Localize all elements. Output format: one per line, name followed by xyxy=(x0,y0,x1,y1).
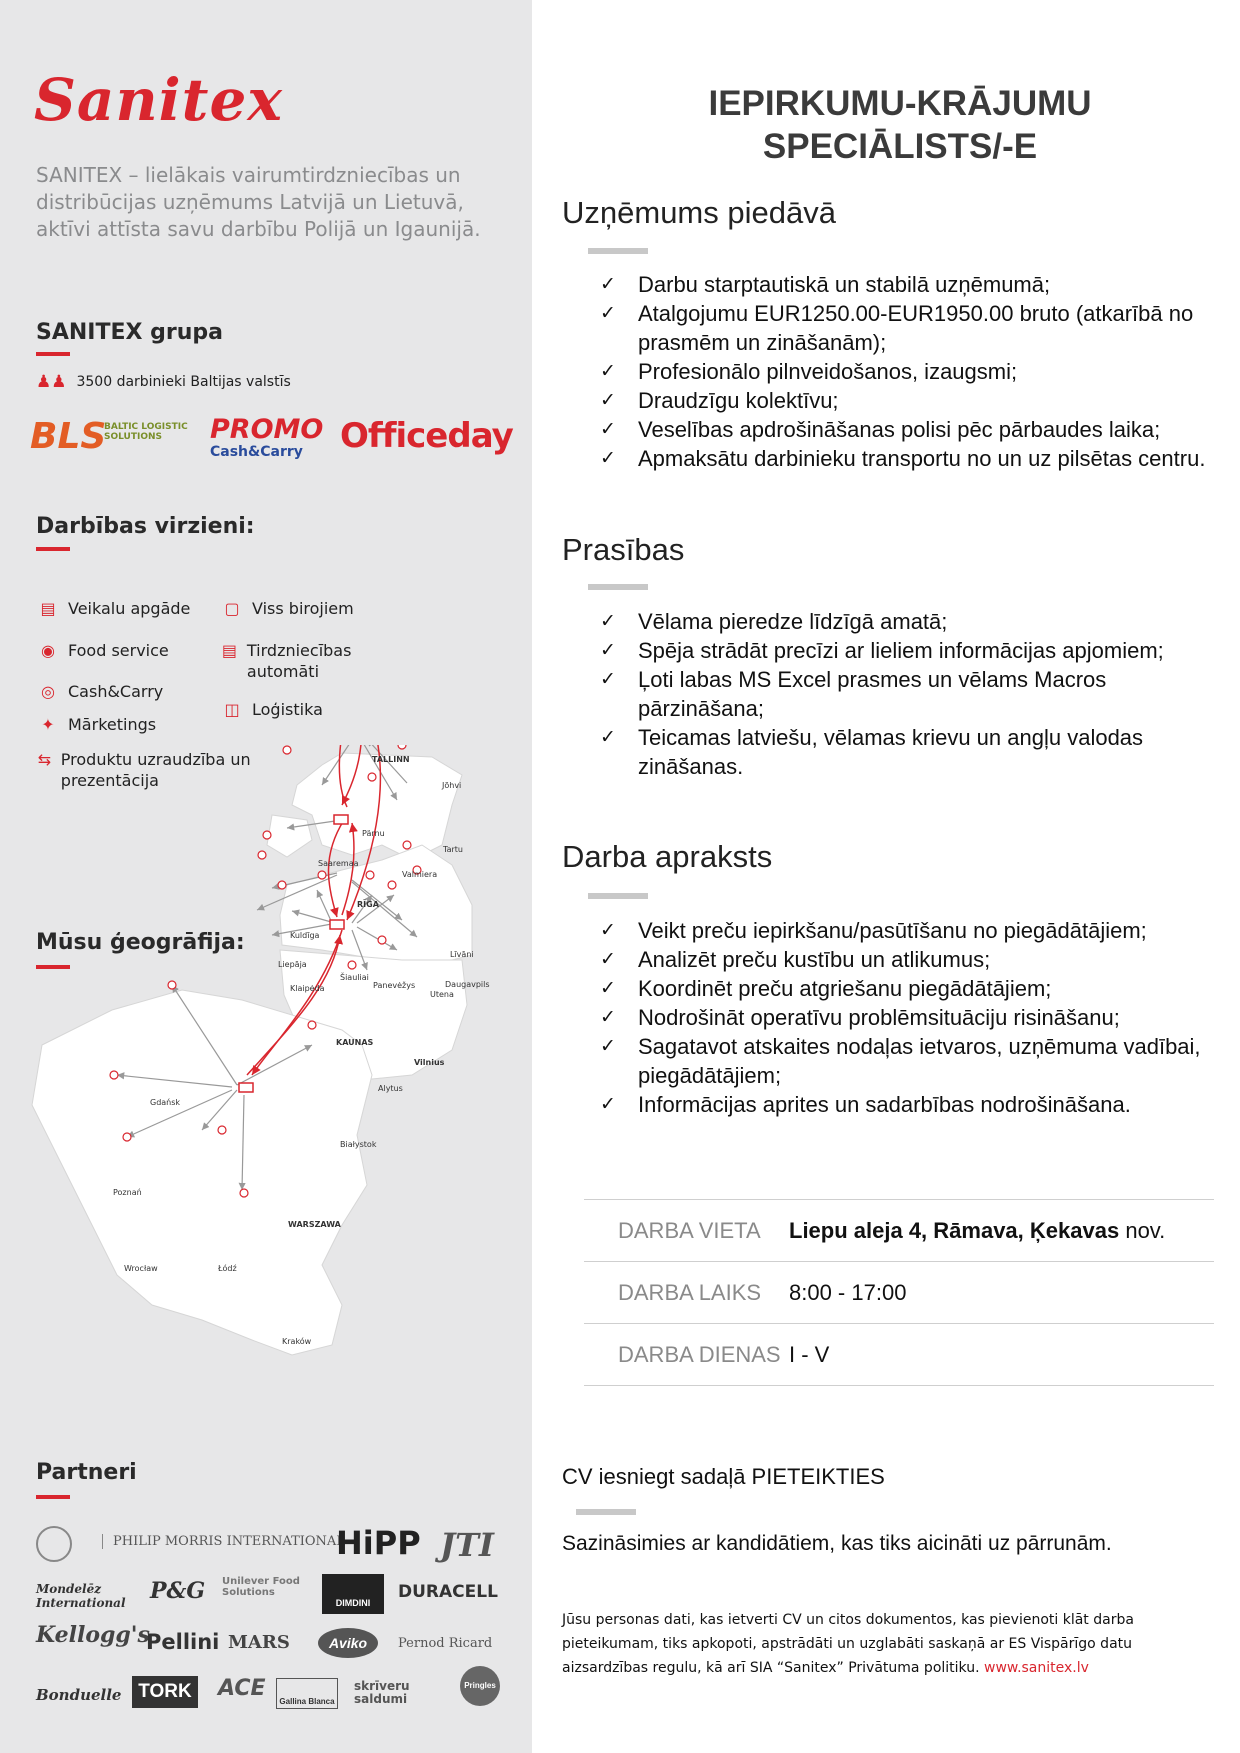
heading-underline xyxy=(36,1495,70,1499)
job-title: IEPIRKUMU-KRĀJUMU SPECIĀLISTS/-E xyxy=(708,84,1092,166)
city-label: Daugavpils xyxy=(445,980,490,989)
partner-logo: PHILIP MORRIS INTERNATIONAL xyxy=(102,1534,345,1549)
list-item: ✓ Sagatavot atskaites nodaļas ietvaros, uzņēmuma vadībai, piegādātājiem; xyxy=(600,1032,1230,1090)
city-label: Białystok xyxy=(340,1140,377,1149)
direction-item: ◫ Loģistika xyxy=(220,699,323,720)
city-label: Šiauliai xyxy=(340,973,369,982)
partner-logo: MARS xyxy=(228,1632,290,1653)
contact-note: Sazināsimies ar kandidātiem, kas tiks aicināti uz pārrunām. xyxy=(562,1532,1112,1555)
employees-line xyxy=(36,372,291,392)
direction-item: ▢ Viss birojiem xyxy=(220,598,354,619)
company-sidebar xyxy=(0,0,532,1753)
people-icon: ♟♟ xyxy=(36,372,67,392)
city-label: Kraków xyxy=(282,1337,312,1346)
requirements-heading: Prasības xyxy=(562,532,685,567)
city-label: Pärnu xyxy=(362,829,385,838)
list-item: ✓ Spēja strādāt precīzi ar lieliem informācijas apjomiem; xyxy=(600,636,1230,665)
direction-item: ✦ Mārketings xyxy=(36,714,156,735)
partner-logo: Pellini xyxy=(146,1630,220,1654)
list-item: ✓ Informācijas aprites un sadarbības nodrošināšana. xyxy=(600,1090,1230,1119)
list-item: ✓ Nodrošināt operatīvu problēmsituāciju risināšanu; xyxy=(600,1003,1230,1032)
table-row xyxy=(584,1200,1214,1262)
saaremaa-shape xyxy=(267,815,312,857)
direction-item: ▤ Tirdzniecības automāti xyxy=(221,641,352,681)
geography-heading: Mūsu ģeogrāfija: xyxy=(36,930,245,955)
cv-instruction: CV iesniegt sadaļā PIETEIKTIES xyxy=(562,1464,885,1489)
estonia-shape xyxy=(292,753,462,860)
description-heading: Darba apraksts xyxy=(562,839,773,874)
list-item: ✓ Veikt preču iepirkšanu/pasūtīšanu no piegādātājiem; xyxy=(600,916,1230,945)
direction-item: ◎ Cash&Carry xyxy=(36,681,163,702)
pmi-crest-icon xyxy=(36,1526,72,1562)
table-row xyxy=(584,1324,1214,1386)
heading-underline xyxy=(576,1509,636,1515)
chef-icon: ◉ xyxy=(41,641,55,660)
days-label: DARBA DIENAS xyxy=(584,1324,789,1386)
truck-icon: ◫ xyxy=(224,700,240,719)
exchange-icon: ⇆ xyxy=(37,750,52,769)
list-item: ✓ Apmaksātu darbinieku transportu no un uz pilsētas centru. xyxy=(600,444,1230,473)
city-label: TALLINN xyxy=(372,755,410,764)
place-label: DARBA VIETA xyxy=(584,1200,789,1262)
city-label: Panevėžys xyxy=(373,981,416,990)
list-item: ✓ Koordinēt preču atgriešanu piegādātājiem; xyxy=(600,974,1230,1003)
partner-logo: Kellogg's xyxy=(36,1622,150,1648)
direction-item: ⇆ Produktu uzraudzība un prezentācija xyxy=(37,750,251,790)
days-value: I - V xyxy=(789,1324,1214,1386)
partner-logo: Pernod Ricard xyxy=(398,1636,493,1651)
list-item: ✓ Ļoti labas MS Excel prasmes un vēlams Macros pārzināšana; xyxy=(600,665,1230,723)
hours-label: DARBA LAIKS xyxy=(584,1262,789,1324)
promo-logo: PROMO xyxy=(210,414,324,445)
sanitex-logo: Sanitex xyxy=(34,66,283,134)
location-icon: ◎ xyxy=(41,682,55,701)
city-label: Jõhvi xyxy=(442,781,462,790)
city-label: Gdańsk xyxy=(150,1098,181,1107)
website-link[interactable]: www.sanitex.lv xyxy=(984,1660,1089,1676)
partner-logo: ACE xyxy=(218,1676,266,1701)
city-label: Utena xyxy=(430,990,454,999)
city-label: RĪGA xyxy=(357,900,379,909)
city-label: Valmiera xyxy=(402,870,438,879)
heading-underline xyxy=(588,248,648,254)
bls-subtitle: BALTIC LOGISTIC SOLUTIONS xyxy=(104,422,188,442)
employees-text: 3500 darbinieki Baltijas valstīs xyxy=(76,374,291,390)
privacy-notice: Jūsu personas dati, kas ietverti CV un citos dokumentos, kas pievienoti klāt darba pieteikumam, tiks apkopoti, apstrādāti un uzglabāti saskaņā ar ES Vispārīgo datu aizsardzības regulu, kā arī SIA “Sanitex” Privātuma politiku. www.sanitex.lv xyxy=(562,1612,1134,1676)
partners-heading: Partneri xyxy=(36,1460,137,1485)
company-intro: SANITEX – lielākais vairumtirdzniecības un distribūcijas uzņēmums Latvijā un Lietuvā, aktīvi attīsta savu darbību Polijā un Igaunijā. xyxy=(36,163,481,241)
heading-underline xyxy=(588,584,648,590)
city-label: Kuldīga xyxy=(290,931,320,940)
offers-list xyxy=(600,270,1230,473)
city-label: WARSZAWA xyxy=(288,1220,341,1229)
list-item: ✓ Darbu starptautiskā un stabilā uzņēmumā; xyxy=(600,270,1230,299)
partner-logo: DURACELL xyxy=(398,1582,498,1602)
city-label: Tartu xyxy=(443,845,463,854)
megaphone-icon: ✦ xyxy=(41,715,55,734)
heading-underline xyxy=(36,547,70,551)
direction-item: ▤ Veikalu apgāde xyxy=(36,598,190,619)
hours-value: 8:00 - 17:00 xyxy=(789,1262,1214,1324)
list-item: ✓ Draudzīgu kolektīvu; xyxy=(600,386,1230,415)
list-item: ✓ Analizēt preču kustību un atlikumus; xyxy=(600,945,1230,974)
partner-logo: DIMDINI xyxy=(322,1574,384,1614)
partner-logo: Unilever Food Solutions xyxy=(222,1576,300,1598)
heading-underline xyxy=(36,352,70,356)
list-item: ✓ Atalgojumu EUR1250.00-EUR1950.00 bruto (atkarībā no prasmēm un zināšanām); xyxy=(600,299,1230,357)
officeday-logo: Officeday xyxy=(340,416,513,456)
partner-logo: P&G xyxy=(150,1578,206,1604)
duties-list xyxy=(600,916,1230,1119)
list-item: ✓ Teicamas latviešu, vēlamas krievu un angļu valodas zināšanas. xyxy=(600,723,1230,781)
city-label: Poznań xyxy=(113,1188,142,1197)
city-label: Łódź xyxy=(218,1264,237,1273)
partner-logo: skrīveru saldumi xyxy=(354,1679,410,1706)
requirements-list xyxy=(600,607,1230,781)
cup-icon: ▤ xyxy=(221,641,237,660)
direction-item: ◉ Food service xyxy=(36,640,169,661)
partner-logo: TORK xyxy=(132,1676,198,1708)
basket-icon: ▤ xyxy=(40,599,56,618)
city-label: Alytus xyxy=(378,1084,403,1093)
partner-logo: Bonduelle xyxy=(36,1686,122,1704)
partner-logo: Gallina Blanca xyxy=(276,1678,338,1709)
poland-shape xyxy=(32,990,372,1355)
list-item: ✓ Veselības apdrošināšanas polisi pēc pārbaudes laika; xyxy=(600,415,1230,444)
place-value: Liepu aleja 4, Rāmava, Ķekavas nov. xyxy=(789,1200,1214,1262)
city-label: Vilnius xyxy=(414,1058,445,1067)
partner-logo: Pringles xyxy=(460,1666,500,1706)
bls-logo: BLS xyxy=(30,416,107,457)
city-label: Saaremaa xyxy=(318,859,359,868)
city-label: Liepāja xyxy=(278,960,307,969)
offers-heading: Uzņēmums piedāvā xyxy=(562,195,836,230)
partner-logo: Aviko xyxy=(318,1628,378,1658)
city-label: KAUNAS xyxy=(336,1038,374,1047)
city-label: Līvāni xyxy=(450,950,474,959)
partner-logo: HiPP xyxy=(336,1524,421,1562)
document-icon: ▢ xyxy=(224,599,240,618)
job-info-table xyxy=(584,1199,1214,1386)
list-item: ✓ Profesionālo pilnveidošanos, izaugsmi; xyxy=(600,357,1230,386)
list-item: ✓ Vēlama pieredze līdzīgā amatā; xyxy=(600,607,1230,636)
directions-heading: Darbības virzieni: xyxy=(36,514,255,539)
promo-subtitle: Cash&Carry xyxy=(210,444,303,460)
partner-logo: JTI xyxy=(440,1526,494,1564)
city-label: Wrocław xyxy=(124,1264,158,1273)
group-heading: SANITEX grupa xyxy=(36,320,223,345)
geography-map xyxy=(22,745,512,1400)
table-row xyxy=(584,1262,1214,1324)
partner-logo: Mondelēz International xyxy=(36,1582,126,1610)
city-label: Klaipėda xyxy=(290,984,325,993)
heading-underline xyxy=(588,893,648,899)
